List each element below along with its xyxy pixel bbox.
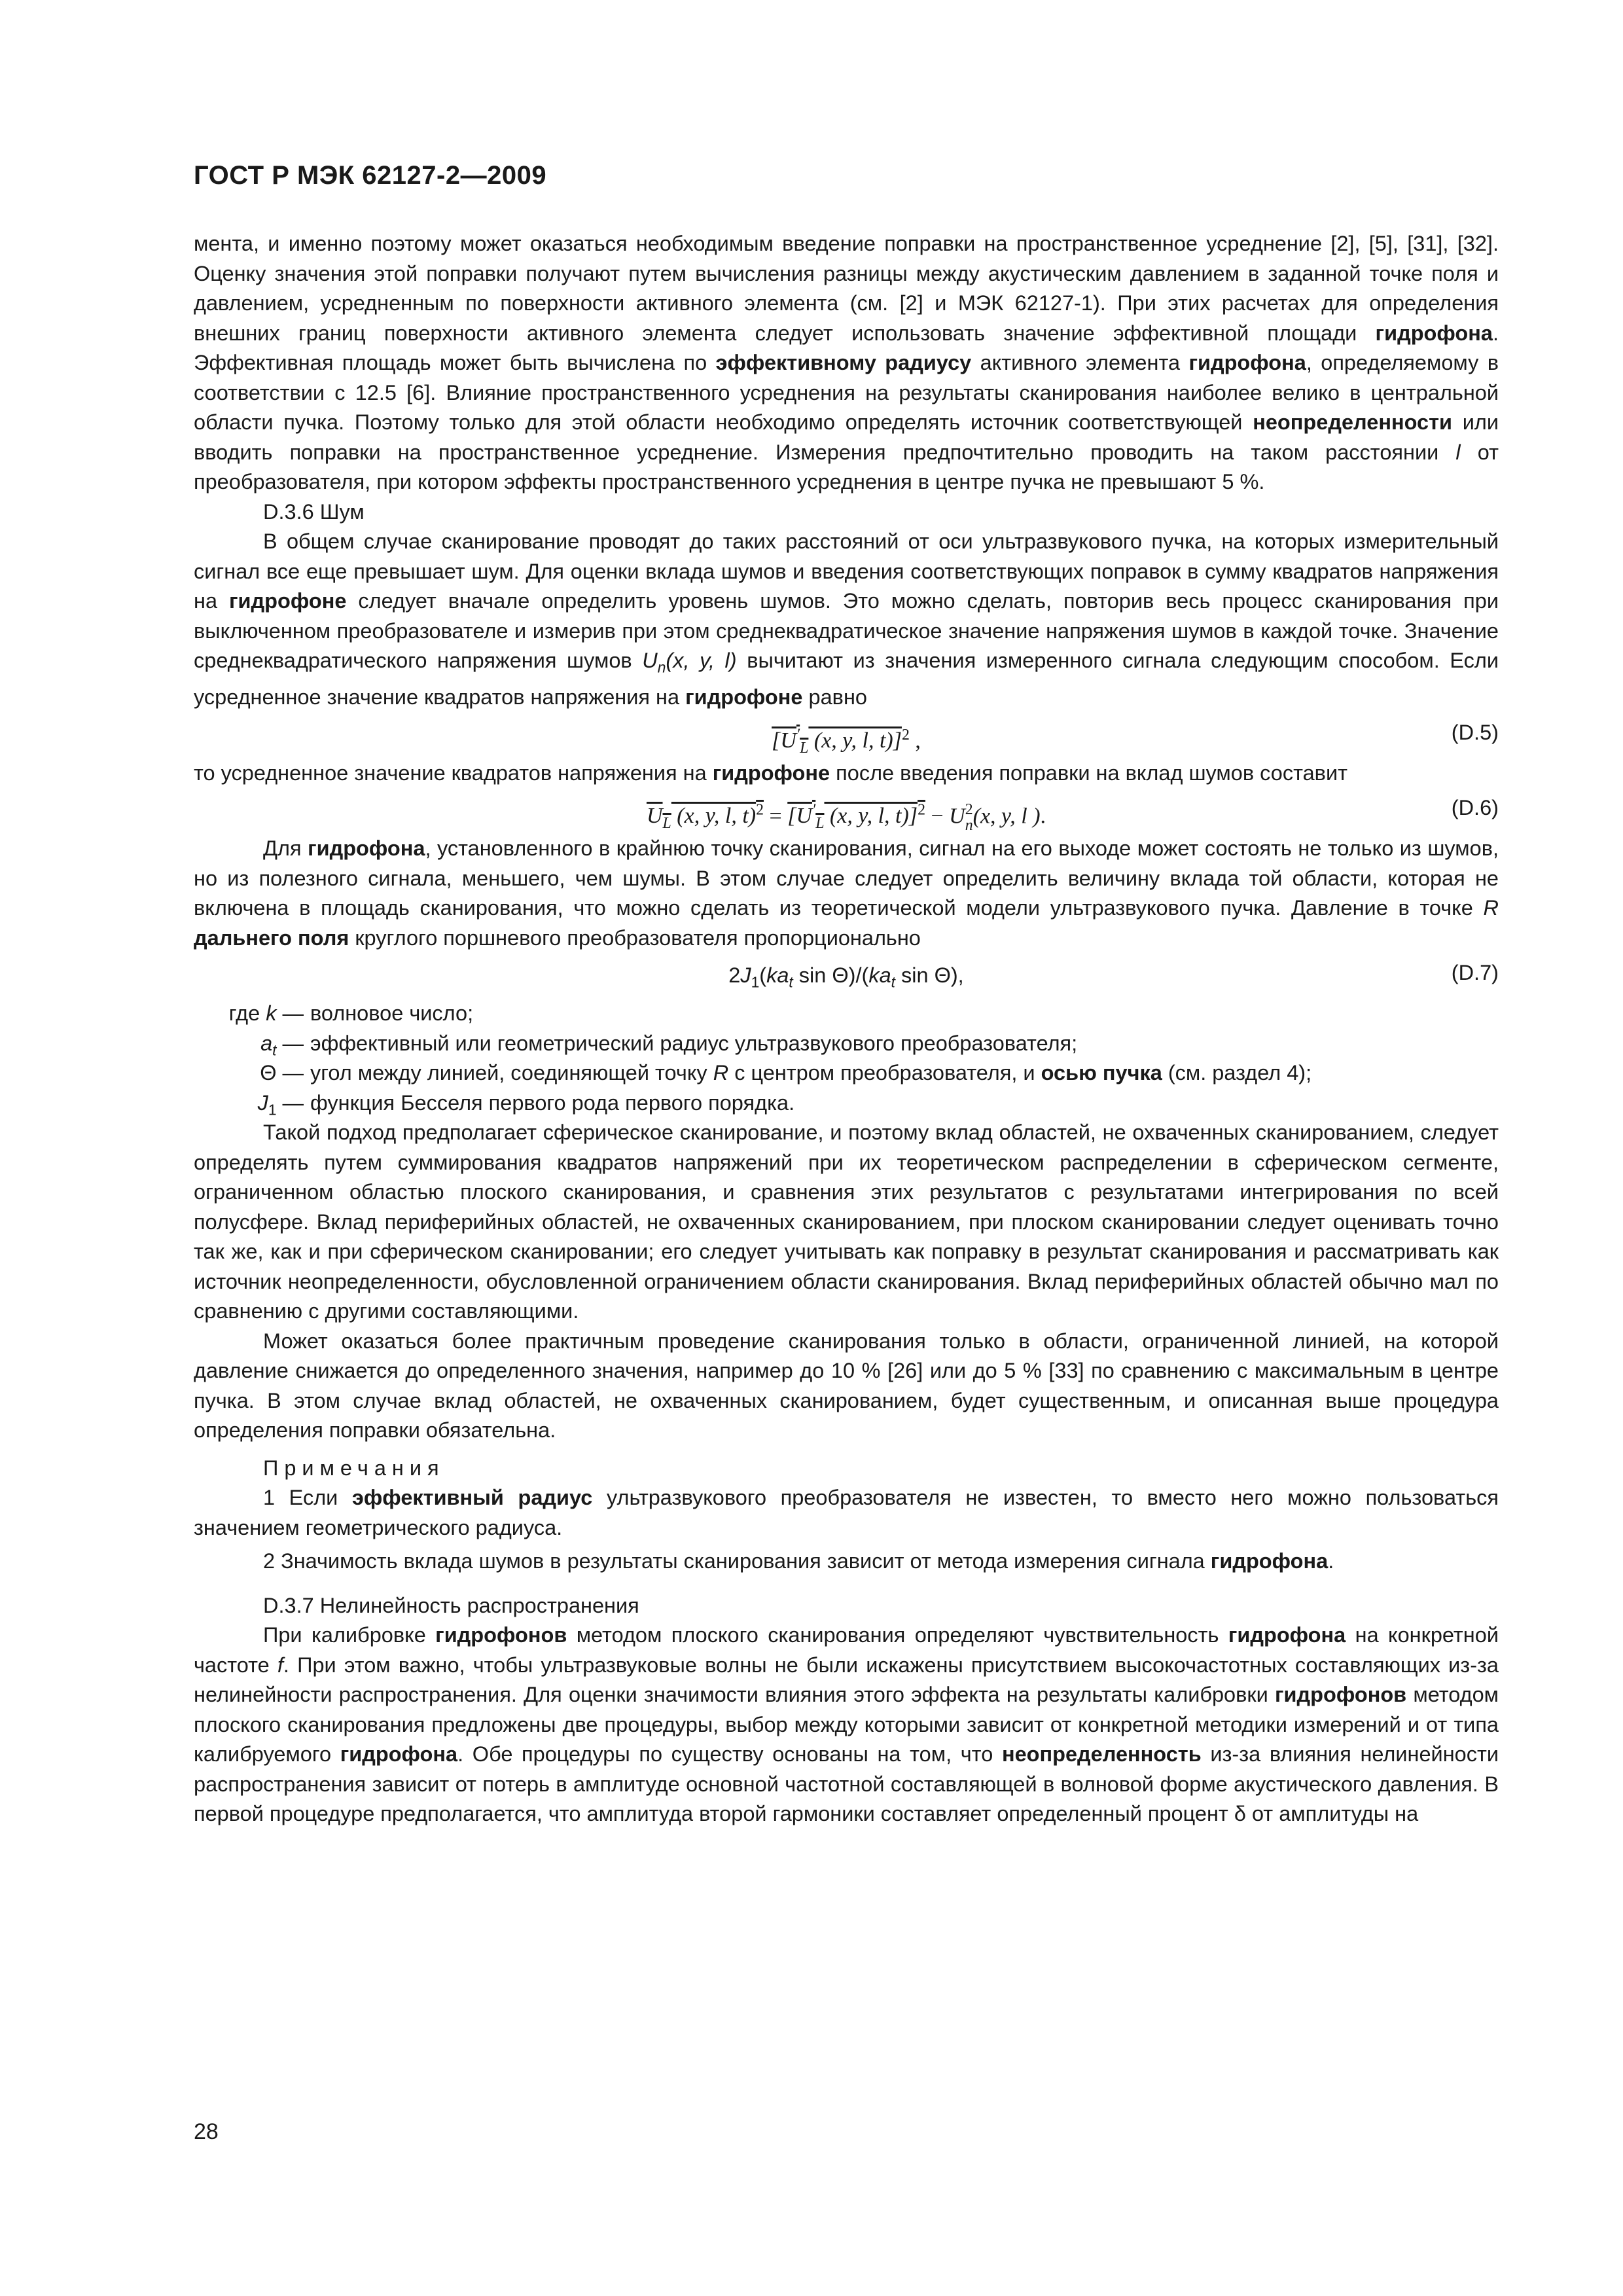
- paragraph: В общем случае сканирование проводят до таких расстояний от оси ультразвукового пучка, на которых измерительный сигнал все еще превышает шум. Для оценки вклада шумов и введения соответствующих поправок в сумму квадратов напряжения на гидрофоне следует вначале определить уровень шумов. Это можно сделать, повторив весь процесс сканирования при выключенном преобразователе и измерив при этом среднеквадратическое значение напряжения шумов в каждой точке. Значение среднеквадратического напряжения шумов $U_n(x$, y, l) вычитают из значения измеренного сигнала следующим способом. Если усредненное значение квадратов напряжения на гидрофоне равно: [194, 529, 1499, 709]
- definition-text: функция Бесселя первого рода первого порядка.: [310, 1090, 795, 1115]
- formula-d7: [194, 957, 1499, 994]
- formula-d7-expression: $2J_1(ka_t$ $\sin \Theta)/(ka_t$ sin Θ),: [728, 963, 964, 991]
- page-number: 28: [194, 2119, 219, 2144]
- definition-item: [194, 1088, 1499, 1119]
- definition-item: [194, 1029, 1499, 1059]
- paragraph: мента, и именно поэтому может оказаться необходимым введение поправки на пространственное усреднение [2], [5], [31], [32]. Оценку значения этой поправки получают путем вычисления разницы между акустическим давлением в заданной точке поля и давлением, усредненным по поверхности активного элемента (см. [2] и МЭК 62127-1). При этих расчетах для определения внешних границ поверхности активного элемента следует использовать значение эффективной площади гидрофона. Эффективная площадь может быть вычислена по эффективному радиусу активного элемента гидрофона, определяемому в соответствии с 12.5 [6]. Влияние пространственного усреднения на результаты сканирования наиболее велико в центральной области пучка. Поэтому только для этой области необходимо определять источник соответствующей неопределенности или вводить поправки на пространственное усреднение. Измерения предпочтительно проводить на таком расстоянии l от преобразователя, при котором эффекты пространственного усреднения в центре пучка не превышают 5 %.: [194, 232, 1499, 493]
- page-content: [194, 229, 1499, 1829]
- paragraph: При калибровке гидрофонов методом плоского сканирования определяют чувствительность гидрофона на конкретной частоте f. При этом важно, чтобы ультразвуковые волны не были искажены присутствием высокочастотных составляющих из-за нелинейности распространения. Для оценки значимости влияния этого эффекта на результаты калибровки гидрофонов методом плоского сканирования предложены две процедуры, выбор между которыми зависит от конкретной методики измерений и от типа калибруемого гидрофона. Обе процедуры по существу основаны на том, что неопределенность из-за влияния нелинейности распространения зависит от потерь в амплитуде основной частотной составляющей в волновой форме акустического давления. В первой процедуре предполагается, что амплитуда второй гармоники составляет определенный процент δ от амплитуды на: [194, 1623, 1499, 1825]
- formula-d6-expression: $U_L$ (x, y, l, $t)^2 = [U'_L$ (x, y, l, t)]$^2$ − U 2 n (x, y, l ).: [646, 800, 1046, 834]
- formula-d6: [194, 792, 1499, 834]
- paragraph: то усредненное значение квадратов напряжения на гидрофоне после введения поправки на вклад шумов составит: [194, 761, 1347, 785]
- formula-d6-number: (D.6): [1451, 796, 1499, 819]
- definition-symbol: где k —: [228, 1001, 304, 1025]
- definition-item: [194, 999, 1499, 1029]
- definition-symbol: $J_1$ —: [257, 1090, 304, 1118]
- note-item: 2 Значимость вклада шумов в результаты сканирования зависит от метода измерения сигнала гидрофона.: [263, 1549, 1334, 1573]
- definition-text: угол между линией, соединяющей точку R с центром преобразователя, и осью пучка (см. раздел 4);: [310, 1061, 1312, 1085]
- notes-title: Примечания: [263, 1456, 445, 1480]
- definitions-list: [194, 999, 1499, 1118]
- formula-d5: [194, 717, 1499, 757]
- definition-symbol: Θ —: [260, 1061, 304, 1085]
- paragraph: Для гидрофона, установленного в крайнюю точку сканирования, сигнал на его выходе может состоять не только из шумов, но из полезного сигнала, меньшего, чем шумы. В этом случае следует определить величину вклада той области, которая не включена в площадь сканирования, что можно сделать из теоретической модели ультразвукового пучка. Давление в точке R дальнего поля круглого поршневого преобразователя пропорционально: [194, 836, 1499, 950]
- document-header: ГОСТ Р МЭК 62127-2—2009: [194, 161, 547, 190]
- definition-text: волновое число;: [310, 1001, 474, 1025]
- formula-d7-number: (D.7): [1451, 961, 1499, 984]
- section-heading-d36: D.3.6 Шум: [263, 499, 365, 524]
- definition-symbol: $a_t$ —: [260, 1031, 304, 1058]
- paragraph: Такой подход предполагает сферическое сканирование, и поэтому вклад областей, не охваченных сканированием, следует определять путем суммирования квадратов напряжений при их теоретическом распределении в сферическом сегменте, ограниченном областью плоского сканирования, и сравнения этих результатов с результатами интегрирования по всей полусфере. Вклад периферийных областей, не охваченных сканированием, при плоском сканировании следует оценивать точно так же, как и при сферическом сканировании; его следует учитывать как поправку в результат сканирования и рассматривать как источник неопределенности, обусловленной ограничением области сканирования. Вклад периферийных областей обычно мал по сравнению с другими составляющими.: [194, 1121, 1499, 1323]
- formula-d5-expression: [$U'_L$ (x, y, l, t)]$^2$ ,: [772, 726, 921, 757]
- definition-item: [194, 1058, 1499, 1088]
- formula-d5-number: (D.5): [1451, 720, 1499, 744]
- paragraph: Может оказаться более практичным проведение сканирования только в области, ограниченной линией, на которой давление снижается до определенного значения, например до 10 % [26] или до 5 % [33] по сравнению с максимальным в центре пучка. В этом случае вклад областей, не охваченных сканированием, будет существенным, и описанная выше процедура определения поправки обязательна.: [194, 1329, 1499, 1442]
- note-item: 1 Если эффективный радиус ультразвукового преобразователя не известен, то вместо него можно пользоваться значением геометрического радиуса.: [194, 1486, 1499, 1539]
- definition-text: эффективный или геометрический радиус ультразвукового преобразователя;: [310, 1031, 1078, 1055]
- section-heading-d37: D.3.7 Нелинейность распространения: [263, 1593, 639, 1617]
